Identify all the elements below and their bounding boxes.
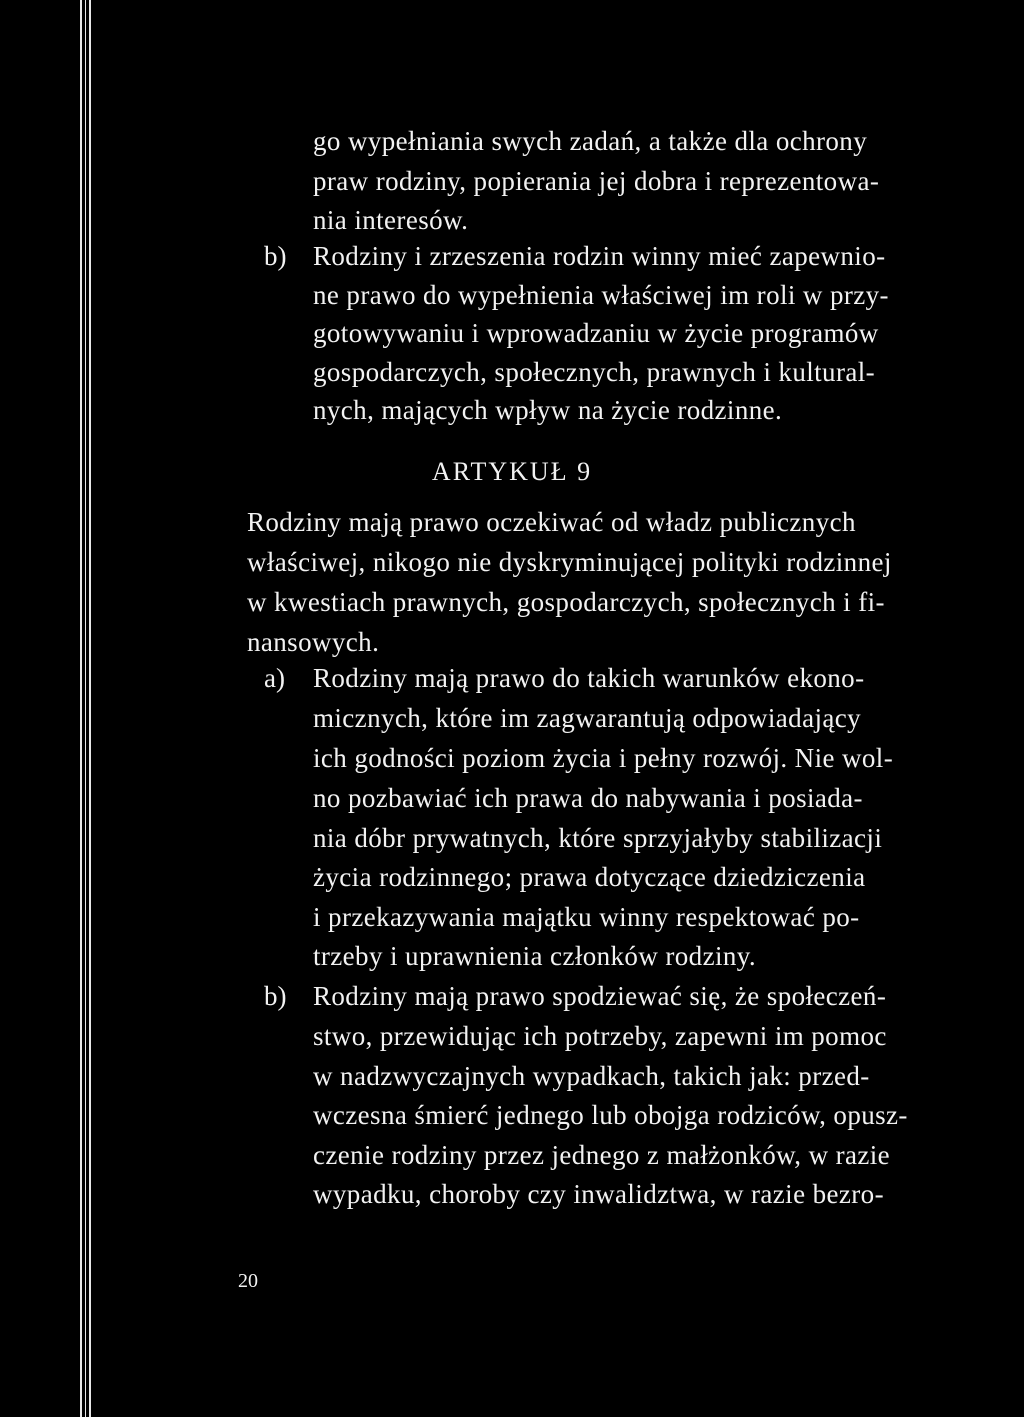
list-label: a)	[264, 663, 285, 693]
text-line: praw rodziny, popierania jej dobra i reprezentowa-	[313, 166, 880, 196]
text-line: życia rodzinnego; prawa dotyczące dziedziczenia	[313, 862, 866, 892]
list-label: b)	[264, 241, 287, 271]
text-line: i przekazywania majątku winny respektować po-	[313, 902, 860, 932]
page-number: 20	[238, 1270, 258, 1292]
text-line: właściwej, nikogo nie dyskryminującej polityki rodzinnej	[247, 547, 892, 577]
text-line: gotowywaniu i wprowadzaniu w życie programów	[313, 318, 879, 348]
text-line: nia interesów.	[313, 205, 469, 235]
text-line: Rodziny mają prawo do takich warunków ekono-	[313, 663, 865, 693]
text-line: w kwestiach prawnych, gospodarczych, społecznych i fi-	[247, 587, 885, 617]
text-line: Rodziny mają prawo oczekiwać od władz publicznych	[247, 507, 856, 537]
text-line: micznych, które im zagwarantują odpowiadający	[313, 703, 862, 733]
text-line: czenie rodziny przez jednego z małżonków, w razie	[313, 1140, 891, 1170]
text-line: gospodarczych, społecznych, prawnych i kultural-	[313, 357, 876, 387]
text-line: stwo, przewidując ich potrzeby, zapewni im pomoc	[313, 1021, 887, 1051]
text-line: w nadzwyczajnych wypadkach, takich jak: przed-	[313, 1061, 870, 1091]
article-heading: ARTYKUŁ 9	[431, 457, 593, 486]
text-line: go wypełniania swych zadań, a także dla ochrony	[313, 126, 868, 156]
text-line: trzeby i uprawnienia członków rodziny.	[313, 941, 757, 971]
text-line: nansowych.	[247, 627, 380, 657]
text-line: wypadku, choroby czy inwalidztwa, w razie bezro-	[313, 1179, 884, 1209]
list-label: b)	[264, 981, 287, 1011]
text-line: wczesna śmierć jednego lub obojga rodziców, opusz-	[313, 1100, 908, 1130]
text-line: ne prawo do wypełnienia właściwej im roli w przy-	[313, 280, 889, 310]
text-line: Rodziny mają prawo spodziewać się, że społeczeń-	[313, 981, 887, 1011]
text-line: nych, mających wpływ na życie rodzinne.	[313, 395, 783, 425]
text-line: Rodziny i zrzeszenia rodzin winny mieć zapewnio-	[313, 241, 886, 271]
text-line: nia dóbr prywatnych, które sprzyjałyby stabilizacji	[313, 823, 883, 853]
text-line: ich godności poziom życia i pełny rozwój. Nie wol-	[313, 743, 894, 773]
text-line: no pozbawiać ich prawa do nabywania i posiada-	[313, 783, 863, 813]
